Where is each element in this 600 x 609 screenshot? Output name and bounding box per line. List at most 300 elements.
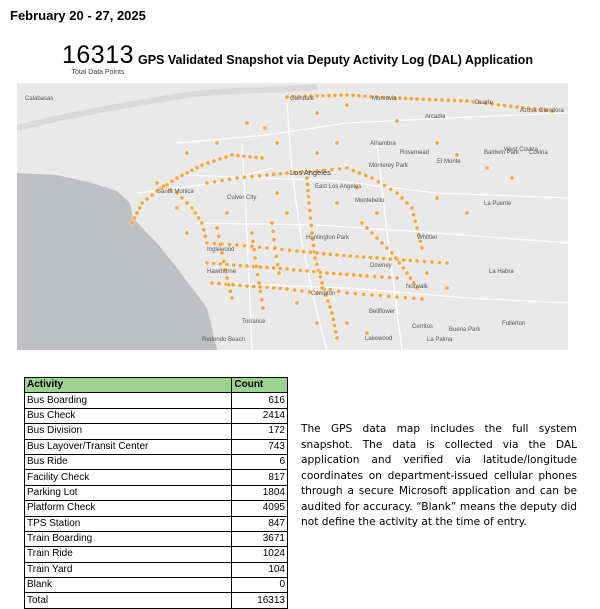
gps-dot: [175, 176, 179, 180]
gps-dot: [272, 266, 276, 270]
label-la-puente: La Puente: [484, 201, 512, 207]
label-fullerton: Fullerton: [502, 321, 526, 327]
gps-dot: [394, 256, 398, 260]
gps-dot: [337, 289, 341, 293]
label-compton: Compton: [311, 291, 336, 297]
gps-dot: [308, 208, 312, 212]
gps-dot: [415, 226, 419, 230]
gps-dot: [265, 265, 269, 269]
gps-dot: [401, 266, 405, 270]
gps-dot: [338, 272, 342, 276]
gps-dot: [395, 119, 399, 123]
count-cell: 1024: [232, 547, 288, 562]
gps-dot: [465, 211, 469, 215]
gps-dot: [218, 157, 222, 161]
gps-dot: [380, 275, 384, 279]
gps-dot: [380, 241, 384, 245]
gps-dot: [248, 155, 252, 159]
label-la-palma: La Palma: [427, 337, 453, 343]
count-cell: 172: [232, 424, 288, 439]
gps-dot: [308, 216, 312, 220]
table-header-row: [25, 378, 288, 393]
gps-dot: [227, 242, 231, 246]
label-monrovia: Monrovia: [372, 96, 397, 102]
gps-dot: [345, 93, 349, 97]
gps-dot: [353, 292, 357, 296]
gps-dot: [351, 168, 355, 172]
gps-dot: [408, 276, 412, 280]
table-row: [25, 578, 288, 593]
gps-dot: [333, 93, 337, 97]
gps-dot: [193, 211, 197, 215]
gps-dot: [365, 331, 369, 335]
gps-dot: [250, 231, 254, 235]
gps-dot: [415, 97, 419, 101]
gps-dot: [300, 289, 304, 293]
gps-dot: [334, 330, 338, 334]
gps-dot: [400, 196, 404, 200]
gps-dot: [434, 98, 438, 102]
gps-dot: [402, 258, 406, 262]
gps-dot: [327, 94, 331, 98]
gps-dot: [253, 256, 257, 260]
gps-dot: [378, 294, 382, 298]
gps-dot: [278, 266, 282, 270]
gps-dot: [465, 99, 469, 103]
table-row: [25, 562, 288, 577]
gps-dot: [375, 211, 379, 215]
gps-dot: [242, 175, 246, 179]
label-inglewood: Inglewood: [207, 247, 235, 253]
gps-dot: [420, 297, 424, 301]
label-east-los-angeles: East Los Angeles: [315, 184, 362, 190]
gps-dot: [236, 154, 240, 158]
gps-dot: [275, 191, 279, 195]
gps-dot: [332, 323, 336, 327]
activity-cell: Train Yard: [25, 562, 232, 577]
gps-dot: [409, 97, 413, 101]
activity-cell: Parking Lot: [25, 485, 232, 500]
gps-dot: [357, 171, 361, 175]
gps-dot: [403, 296, 407, 300]
gps-dot: [252, 248, 256, 252]
gps-dot: [370, 293, 374, 297]
count-cell: 6: [232, 454, 288, 469]
gps-dot: [185, 201, 189, 205]
gps-dot: [335, 141, 339, 145]
count-cell: 743: [232, 439, 288, 454]
label-huntington-park: Huntington Park: [306, 235, 350, 241]
gps-dot: [265, 173, 269, 177]
gps-dot: [387, 275, 391, 279]
gps-dot: [309, 223, 313, 227]
gps-dot: [272, 238, 276, 242]
activity-cell: Bus Layover/Transit Center: [25, 439, 232, 454]
gps-dot: [330, 311, 334, 315]
gps-dot: [145, 197, 149, 201]
label-azusa: Azusa: [520, 108, 537, 114]
gps-dot: [382, 183, 386, 187]
gps-dot: [210, 281, 214, 285]
gps-dot: [295, 249, 299, 253]
gps-dot: [190, 168, 194, 172]
label-lakewood: Lakewood: [365, 336, 393, 342]
gps-dot: [315, 251, 319, 255]
count-cell: 616: [232, 393, 288, 408]
activity-cell: Bus Division: [25, 424, 232, 439]
label-redondo-beach: Redondo Beach: [202, 337, 246, 343]
gps-dot: [203, 234, 207, 238]
gps-dot: [251, 239, 255, 243]
gps-dot: [408, 258, 412, 262]
gps-dot: [335, 253, 339, 257]
gps-dot: [363, 94, 367, 98]
label-calabasas: Calabasas: [25, 96, 54, 102]
gps-dot: [298, 268, 302, 272]
gps-dot: [235, 176, 239, 180]
activity-cell: Bus Check: [25, 408, 232, 423]
gps-dot: [485, 166, 489, 170]
gps-dot: [351, 93, 355, 97]
label-monterey-park: Monterey Park: [369, 163, 409, 169]
gps-dot: [425, 271, 429, 275]
gps-dot: [180, 196, 184, 200]
gps-dot: [430, 260, 434, 264]
gps-dot: [415, 259, 419, 263]
gps-dot: [254, 155, 258, 159]
gps-dot: [360, 221, 364, 225]
gps-dot: [358, 273, 362, 277]
gps-dot: [274, 254, 278, 258]
label-alhambra: Alhambra: [370, 141, 396, 147]
gps-dot: [235, 243, 239, 247]
gps-dot: [375, 236, 379, 240]
gps-dot: [137, 206, 141, 210]
gps-dot: [345, 291, 349, 295]
gps-dot: [389, 187, 393, 191]
gps-dot: [345, 272, 349, 276]
gps-dot: [200, 221, 204, 225]
gps-dot: [365, 274, 369, 278]
gps-dot: [315, 94, 319, 98]
gps-dot: [195, 166, 199, 170]
gps-dot: [348, 254, 352, 258]
gps-dot: [272, 286, 276, 290]
gps-dot: [413, 219, 417, 223]
gps-dot: [232, 263, 236, 267]
gps-dot: [217, 282, 221, 286]
gps-dot: [308, 250, 312, 254]
gps-dot: [150, 193, 154, 197]
label-el-monte: El Monte: [437, 159, 461, 165]
gps-dot: [270, 221, 274, 225]
gps-dot: [326, 299, 330, 303]
gps-dot: [405, 201, 409, 205]
gps-dot: [212, 180, 216, 184]
label-covina: Covina: [529, 150, 548, 156]
activity-cell: Train Boarding: [25, 531, 232, 546]
label-west-covina: West Covina: [504, 147, 538, 153]
gps-dot: [440, 98, 444, 102]
gps-dot: [398, 96, 402, 100]
gps-dot: [185, 231, 189, 235]
gps-dot: [435, 141, 439, 145]
gps-dot: [257, 281, 261, 285]
gps-dot: [427, 97, 431, 101]
gps-dot: [435, 196, 439, 200]
gps-dot: [446, 98, 450, 102]
description-text: The GPS data map includes the full system snapshot. The data is collected via the DAL application and verified via latitude/longitude coordinates on department-issued cellular phones through a secure Microsoft application and can be audited for accuracy. “Blank” means the deputy did not define the activity at the time of entry.: [301, 423, 577, 528]
gps-dot: [231, 283, 235, 287]
gps-dot: [132, 216, 136, 220]
gps-dot: [510, 176, 514, 180]
gps-dot: [321, 94, 325, 98]
activity-cell: TPS Station: [25, 516, 232, 531]
gps-dot: [331, 317, 335, 321]
gps-dot: [285, 287, 289, 291]
gps-dot: [257, 174, 261, 178]
gps-dot: [206, 161, 210, 165]
gps-dot: [275, 141, 279, 145]
gps-dot: [238, 283, 242, 287]
gps-dot: [285, 95, 289, 99]
gps-dot: [202, 228, 206, 232]
gps-dot: [342, 253, 346, 257]
gps-dot: [312, 270, 316, 274]
gps-dot: [280, 247, 284, 251]
gps-dot: [130, 221, 134, 225]
count-cell: 4095: [232, 501, 288, 516]
gps-dot: [306, 195, 310, 199]
gps-dot: [320, 281, 324, 285]
count-cell: 0: [232, 578, 288, 593]
gps-dot: [292, 288, 296, 292]
activity-cell: Blank: [25, 578, 232, 593]
gps-dot: [364, 173, 368, 177]
label-whittier: Whittier: [417, 235, 438, 241]
gps-dot: [295, 301, 299, 305]
gps-dot: [190, 206, 194, 210]
gps-dot: [320, 286, 324, 290]
label-arcadia: Arcadia: [425, 114, 446, 120]
gps-dot: [305, 269, 309, 273]
gps-dot: [272, 172, 276, 176]
gps-dot: [162, 184, 166, 188]
gps-dot: [395, 295, 399, 299]
gps-dot: [421, 97, 425, 101]
gps-dot: [397, 261, 401, 265]
gps-dot: [313, 256, 317, 260]
gps-dot: [205, 181, 209, 185]
gps-dot: [238, 263, 242, 267]
gps-dot: [228, 289, 232, 293]
table-row: [25, 547, 288, 562]
label-torrance: Torrance: [242, 319, 266, 325]
gps-dot: [455, 153, 459, 157]
gps-dot: [339, 93, 343, 97]
gps-dot: [318, 270, 322, 274]
gps-dot: [370, 176, 374, 180]
gps-dot: [375, 256, 379, 260]
gps-dot: [315, 262, 319, 266]
gps-dot: [258, 289, 262, 293]
label-montebello: Montebello: [355, 198, 385, 204]
gps-dot: [261, 306, 265, 310]
gps-dot: [256, 273, 260, 277]
gps-dot: [328, 252, 332, 256]
gps-dot: [197, 216, 201, 220]
gps-dot: [242, 154, 246, 158]
gps-dot: [388, 257, 392, 261]
table-row: [25, 439, 288, 454]
gps-dot: [252, 284, 256, 288]
activity-table: [24, 377, 288, 609]
gps-dot: [265, 246, 269, 250]
label-la-habra: La Habra: [489, 269, 514, 275]
gps-dot: [370, 231, 374, 235]
label-downey: Downey: [370, 263, 392, 269]
gps-dot: [222, 259, 226, 263]
gps-dot: [390, 251, 394, 255]
gps-dot: [185, 171, 189, 175]
gps-dot: [254, 264, 258, 268]
gps-dot: [515, 105, 519, 109]
kpi-value: 16313: [61, 41, 135, 69]
kpi-label: Total Data Points: [71, 69, 125, 76]
gps-dot: [285, 267, 289, 271]
label-santa-monica: Santa Monica: [157, 189, 194, 195]
activity-cell: Bus Ride: [25, 454, 232, 469]
count-cell: 104: [232, 562, 288, 577]
gps-dot: [230, 296, 234, 300]
gps-dot: [368, 255, 372, 259]
gps-dot: [345, 103, 349, 107]
table-row: [25, 531, 288, 546]
gps-dot: [287, 248, 291, 252]
gps-dot: [273, 246, 277, 250]
gps-dot: [276, 263, 280, 267]
gps-dot: [318, 275, 322, 279]
table-row: [25, 516, 288, 531]
gps-dot: [265, 285, 269, 289]
table-row: [25, 424, 288, 439]
gps-dot: [260, 156, 264, 160]
label-bellflower: Bellflower: [369, 309, 396, 315]
label-culver-city: Culver City: [227, 195, 257, 201]
gps-dot: [335, 201, 339, 205]
table-row: [25, 454, 288, 469]
activity-cell: Train Ride: [25, 547, 232, 562]
gps-dot: [285, 211, 289, 215]
gps-dot: [205, 241, 209, 245]
total-count: 16313: [232, 593, 288, 608]
gps-dot: [362, 292, 366, 296]
gps-dot: [422, 259, 426, 263]
gps-dot: [258, 265, 262, 269]
gps-dot: [306, 188, 310, 192]
gps-dot: [496, 103, 500, 107]
gps-dot: [227, 283, 231, 287]
count-cell: 2414: [232, 408, 288, 423]
gps-dot: [224, 155, 228, 159]
gps-dot: [245, 121, 249, 125]
count-cell: 817: [232, 470, 288, 485]
column-header-count: Count: [232, 378, 288, 393]
gps-dot: [352, 273, 356, 277]
activity-cell: Facility Check: [25, 470, 232, 485]
gps-dot: [452, 98, 456, 102]
gps-dot: [445, 261, 449, 265]
gps-dot: [502, 103, 506, 107]
gps-dot: [217, 234, 221, 238]
gps-dot: [459, 99, 463, 103]
gps-dot: [376, 180, 380, 184]
gps-dot: [242, 244, 246, 248]
activity-cell: Platform Check: [25, 501, 232, 516]
gps-dot: [225, 211, 229, 215]
gps-dot: [325, 271, 329, 275]
count-cell: 3671: [232, 531, 288, 546]
gps-dot: [405, 271, 409, 275]
gps-dot: [302, 250, 306, 254]
gps-dot: [328, 305, 332, 309]
gps-dot: [170, 179, 174, 183]
label-glendale: Glendale: [290, 96, 315, 102]
gps-dot: [250, 174, 254, 178]
gps-dot: [277, 271, 281, 275]
gps-dot: [337, 167, 341, 171]
gps-dot: [225, 262, 229, 266]
gps-dot: [412, 213, 416, 217]
gps-map[interactable]: [17, 83, 568, 350]
gps-dot: [315, 321, 319, 325]
gps-dot: [412, 296, 416, 300]
gps-dot: [345, 321, 349, 325]
activity-cell: Bus Boarding: [25, 393, 232, 408]
table-row: [25, 485, 288, 500]
gps-dot: [180, 173, 184, 177]
gps-dot: [362, 255, 366, 259]
gps-dot: [278, 172, 282, 176]
gps-dot: [335, 336, 339, 340]
gps-dot: [185, 151, 189, 155]
gps-dot: [445, 286, 449, 290]
gps-dot: [230, 153, 234, 157]
table-row: [25, 470, 288, 485]
label-buena-park: Buena Park: [449, 327, 481, 333]
gps-dot: [260, 298, 264, 302]
gps-dot: [215, 226, 219, 230]
gps-dot: [258, 285, 262, 289]
label-duarte: Duarte: [475, 100, 494, 106]
gps-dot: [205, 261, 209, 265]
gps-dot: [307, 201, 311, 205]
gps-dot: [155, 181, 159, 185]
gps-dot: [509, 104, 513, 108]
gps-dot: [395, 191, 399, 195]
gps-dot: [385, 246, 389, 250]
gps-dot: [220, 178, 224, 182]
gps-dot: [311, 243, 315, 247]
gps-dot: [200, 163, 204, 167]
label-glendora: Glendora: [539, 108, 564, 114]
table-row: [25, 501, 288, 516]
gps-dot: [332, 271, 336, 275]
gps-dot: [382, 256, 386, 260]
gps-dot: [315, 111, 319, 115]
gps-dot: [365, 226, 369, 230]
total-data-points-kpi: [58, 42, 138, 76]
